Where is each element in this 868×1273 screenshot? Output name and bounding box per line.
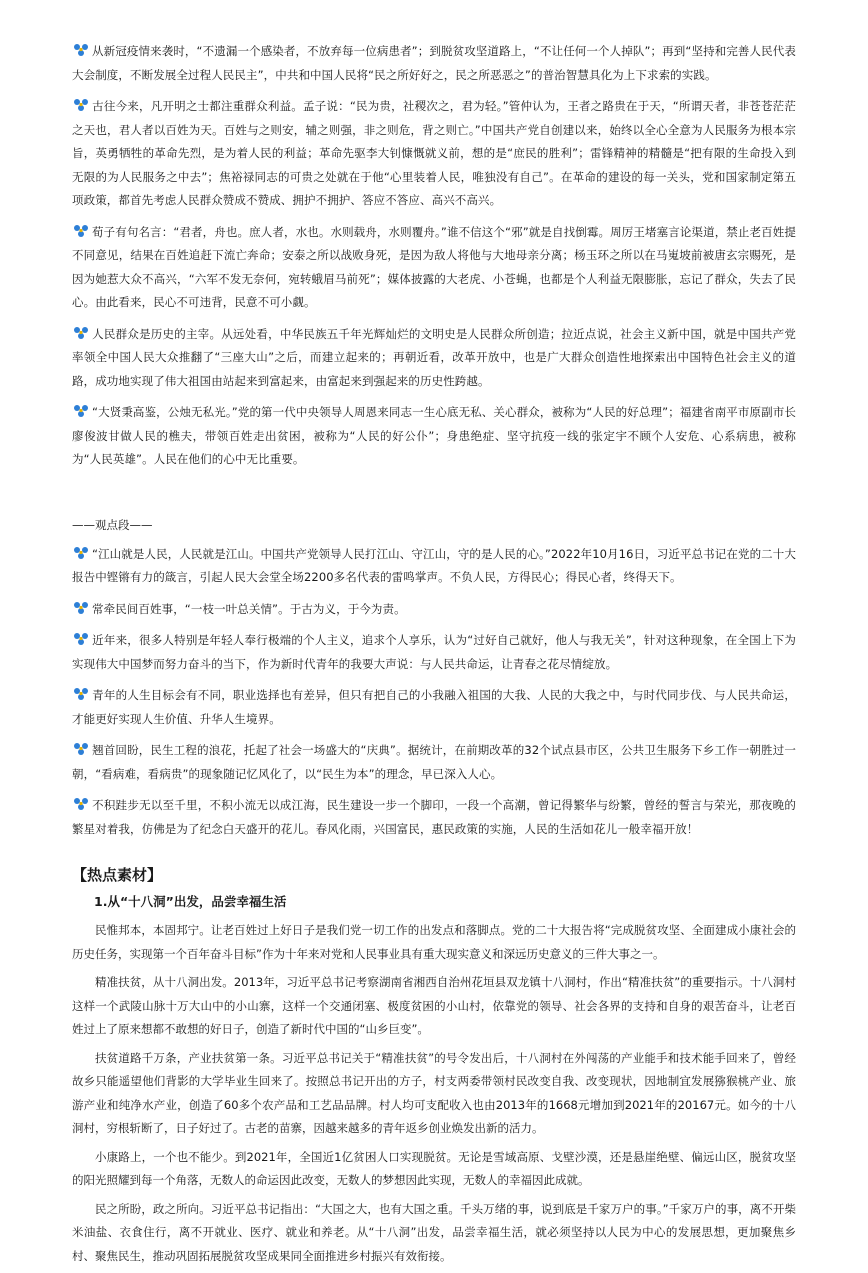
snowflake-icon [72, 224, 90, 238]
bullet-paragraph [72, 739, 796, 786]
bullet-text: 青年的人生目标会有不同，职业选择也有差异，但只有把自己的小我融入祖国的大我、人民的大我之中，与时代同步伐、与人民共命运，才能更好实现人生价值、升华人生境界。 [72, 688, 796, 726]
bullet-text: 人民群众是历史的主宰。从远处看，中华民族五千年光辉灿烂的文明史是人民群众所创造；拉近点说，社会主义新中国，就是中国共产党率领全中国人民大众推翻了“三座大山”之后，而建立起来的；再朝近看，改革开放中，也是广大群众创造性地探索出中国特色社会主义的道路，成功地实现了伟大祖国由站起来到富起来，由富起来到强起来的历史性跨越。 [72, 326, 796, 388]
snowflake-icon [72, 632, 90, 646]
body-paragraph: 小康路上，一个也不能少。到2021年，全国近1亿贫困人口实现脱贫。无论是雪域高原、戈壁沙漠，还是悬崖绝壁、偏远山区，脱贫攻坚的阳光照耀到每一个角落，无数人的命运因此改变，无数人的梦想因此实现，无数人的幸福因此成就。 [72, 1149, 796, 1187]
bullet-paragraph [72, 40, 796, 87]
bullet-paragraph [72, 95, 796, 213]
bullet-paragraph [72, 401, 796, 472]
bullet-text: “大贤秉高鉴，公烛无私光。”党的第一代中央领导人周恩来同志一生心底无私、关心群众，被称为“人民的好总理”；福建省南平市原副市长廖俊波甘做人民的樵夫，带领百姓走出贫困，被称为“人民的好公仆”；身患绝症、坚守抗疫一线的张定宇不顾个人安危、心系病患，被称为“人民英雄”。人民在他们的心中无比重要。 [72, 405, 796, 466]
bullet-paragraph [72, 794, 796, 841]
snowflake-icon [72, 98, 90, 112]
bullet-list-viewpoint [72, 543, 796, 842]
bullet-paragraph [72, 221, 796, 315]
snowflake-icon [72, 687, 90, 701]
bullet-paragraph [72, 684, 796, 731]
spacer [72, 480, 796, 514]
bullet-paragraph [72, 598, 796, 622]
bullet-text: 古往今来，凡开明之士都注重群众利益。孟子说：“民为贵，社稷次之，君为轻。”管仲认为，王者之路贵在于天，“所谓天者，非苍苍茫茫之天也，君人者以百姓为天。百姓与之则安，辅之则强，非之则危，背之则亡。”中国共产党自创建以来，始终以全心全意为人民服务为根本宗旨，英勇牺牲的革命先烈，是为着人民的利益；革命先驱李大钊慷慨就义前，想的是“庶民的胜利”；雷锋精神的精髓是“把有限的生命投入到无限的为人民服务之中去”；焦裕禄同志的可贵之处就在于他“心里装着人民，唯独没有自己”。在革命的建设的每一关头，党和国家制定第五项政策，都首先考虑人民群众赞成不赞成、拥护不拥护、答应不答应、高兴不高兴。 [72, 99, 796, 207]
section-title: 【热点素材】 [72, 866, 163, 884]
body-text [72, 919, 796, 1268]
body-paragraph: 精准扶贫，从十八洞出发。2013年，习近平总书记考察湖南省湘西自治州花垣县双龙镇十八洞村，作出“精准扶贫”的重要指示。十八洞村这样一个武陵山脉十万大山中的小山寨，这样一个交通闭塞、极度贫困的小山村，依靠党的领导、社会各界的支持和自身的艰苦奋斗，让老百姓过上了原来想都不敢想的好日子，创造了新时代中国的“山乡巨变”。 [72, 975, 796, 1036]
snowflake-icon [72, 43, 90, 57]
bullet-text: 荀子有句名言：“君者，舟也。庶人者，水也。水则载舟，水则覆舟。”谁不信这个“邪”就是自找倒霉。周厉王堵塞言论渠道，禁止老百姓提不同意见，结果在百姓追赶下流亡奔命；安泰之所以战败身死，是因为敌人将他与大地母亲分离；杨玉环之所以在马嵬坡前被唐玄宗赐死，是因为她惹大众不高兴，“六军不发无奈何，宛转蛾眉马前死”；媒体披露的大老虎、小苍蝇，也都是个人利益无限膨胀，忘记了群众，失去了民心。由此看来，民心不可违背，民意不可小觑。 [72, 224, 796, 309]
body-paragraph: 民之所盼，政之所向。习近平总书记指出：“大国之大，也有大国之重。千头万绪的事，说到底是千家万户的事。”千家万户的事，离不开柴米油盐、衣食住行，离不开就业、医疗、就业和养老。从“十八洞”出发，品尝幸福生活，就必须坚持以人民为中心的发展思想，更加聚焦乡村、聚焦民生，推动巩固拓展脱贫攻坚成果同全面推进乡村振兴有效衔接。 [72, 1201, 796, 1263]
body-paragraph: 扶贫道路千万条，产业扶贫第一条。习近平总书记关于“精准扶贫”的号令发出后，十八洞村在外闯荡的产业能手和技术能手回来了，曾经故乡只能遥望他们背影的大学毕业生回来了。按照总书记开出的方子，村支两委带领村民改变自我、改变现状，因地制宜发展猕猴桃产业、旅游产业和纯净水产业，创造了60多个农产品和工艺品品牌。村人均可支配收入也由2013年的1668元增加到2021年的20167元。如今的十八洞村，穷根斩断了，日子好过了。古老的苗寨，因越来越多的青年返乡创业焕发出新的活力。 [72, 1050, 796, 1135]
bullet-text: 不积跬步无以至千里，不积小流无以成江海，民生建设一步一个脚印，一段一个高潮，曾记得繁华与纷繁，曾经的誓言与荣光，那夜晚的繁星对着我，仿佛是为了纪念白天盛开的花儿。春风化雨，兴国富民，惠民政策的实施，人民的生活如花儿一般幸福开放！ [72, 798, 796, 836]
bullet-paragraph [72, 323, 796, 394]
snowflake-icon [72, 797, 90, 811]
bullet-paragraph [72, 543, 796, 590]
bullet-text: 翘首回盼，民生工程的浪花，托起了社会一场盛大的“庆典”。据统计，在前期改革的32个试点县市区，公共卫生服务下乡工作一朝胜过一朝，“看病难，看病贵”的现象随记忆风化了，以“民生为本”的理念，早已深入人心。 [72, 743, 796, 781]
snowflake-icon [72, 404, 90, 418]
snowflake-icon [72, 601, 90, 615]
bullet-paragraph [72, 629, 796, 676]
bullet-list-top [72, 40, 796, 472]
bullet-text: 常牵民间百姓事，“一枝一叶总关情”。于古为义，于今为责。 [92, 601, 406, 616]
snowflake-icon [72, 546, 90, 560]
bullet-text: 从新冠疫情来袭时，“不遗漏一个感染者，不放弃每一位病患者”；到脱贫攻坚道路上，“不让任何一个人掉队”；再到“坚持和完善人民代表大会制度，不断发展全过程人民民主”，中共和中国人民将“民之所好好之，民之所恶恶之”的普治智慧具化为上下求索的实践。 [72, 44, 796, 82]
document-page [72, 40, 796, 1273]
body-paragraph: 民惟邦本，本固邦宁。让老百姓过上好日子是我们党一切工作的出发点和落脚点。党的二十大报告将“完成脱贫攻坚、全面建成小康社会的历史任务，实现第一个百年奋斗目标”作为十年来对党和人民事业具有重大现实意义和深远历史意义的三件大事之一。 [72, 923, 796, 961]
snowflake-icon [72, 326, 90, 340]
bullet-text: 近年来，很多人特别是年轻人奉行极端的个人主义，追求个人享乐，认为“过好自己就好，他人与我无关”，针对这种现象，在全国上下为实现伟大中国梦而努力奋斗的当下，作为新时代青年的我要大声说：与人民共命运，让青春之花尽情绽放。 [72, 633, 796, 671]
bullet-text: “江山就是人民，人民就是江山。中国共产党领导人民打江山、守江山，守的是人民的心。”2022年10月16日，习近平总书记在党的二十大报告中铿锵有力的箴言，引起人民大会堂全场2200多名代表的雷鸣掌声。不负人民，方得民心；得民心者，终得天下。 [72, 546, 796, 584]
subsection-title: 1.从“十八洞”出发，品尝幸福生活 [94, 894, 287, 909]
snowflake-icon [72, 742, 90, 756]
section-divider-title: ——观点段—— [72, 517, 153, 532]
